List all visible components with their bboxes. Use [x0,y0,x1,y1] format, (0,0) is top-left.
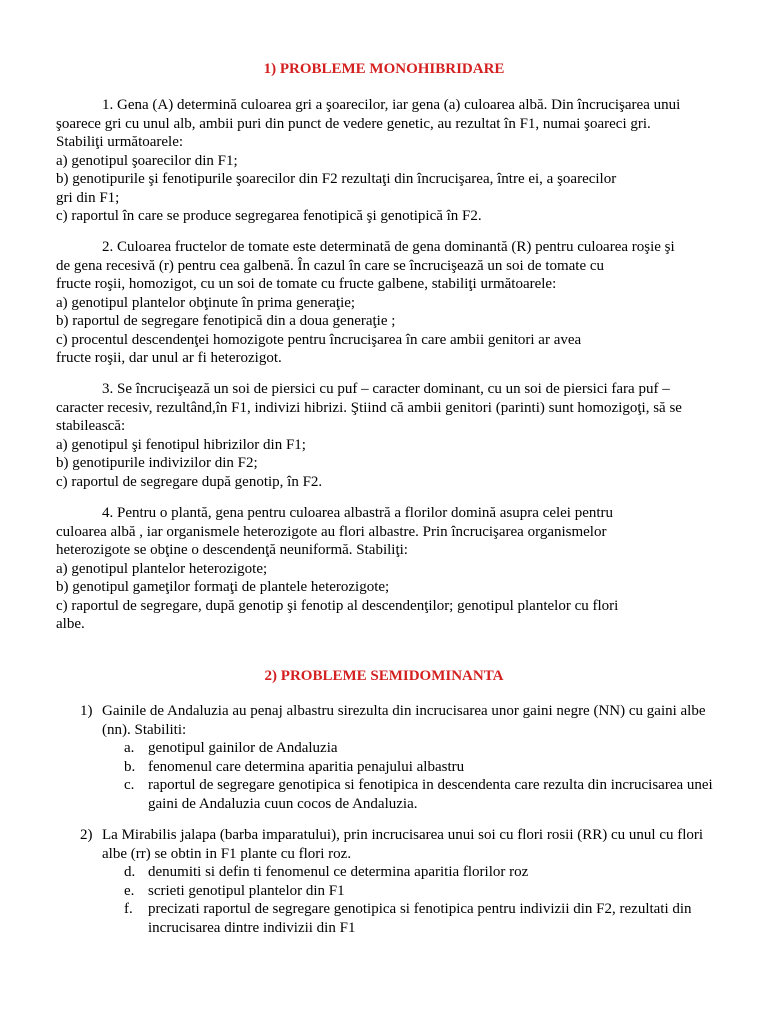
problem-4 [56,504,716,634]
item-1-line: Gainile de Andaluzia au penaj albastru sirezulta din incrucisarea unor gaini negre (NN) cu gaini albe [102,703,706,719]
problem-4-line: culoarea albă , iar organismele heterozigote au flori albastre. Prin încrucişarea organismelor [56,523,607,540]
problem-3-line: stabilească: [56,418,126,434]
problem-3-line: a) genotipul şi fenotipul hibrizilor din F1; [56,436,306,453]
sub-item-letter: a. [124,740,135,756]
problem-1-line: c) raportul în care se produce segregarea fenotipică şi genotipică în F2. [56,208,482,224]
problem-1-line: a) genotipul şoarecilor din F1; [56,152,238,169]
sub-item-text: gaini de Andaluzia cuun cocos de Andaluzia. [148,795,418,812]
item-2-line: La Mirabilis jalapa (barba imparatului), prin incrucisarea unui soi cu flori rosii (RR) cu unul cu flori [102,827,704,843]
sub-item-text: precizati raportul de segregare genotipica si fenotipica pentru indivizii din F2, rezultati din [148,901,692,917]
section-2-title: 2) PROBLEME SEMIDOMINANTA [264,668,504,684]
problem-3-line: b) genotipurile indivizilor din F2; [56,455,258,471]
item-2-line: albe (rr) se obtin in F1 plante cu flori roz. [102,845,352,862]
sub-item-letter: f. [124,901,133,917]
problem-1-line: gri din F1; [56,189,120,206]
sub-item-text: genotipul gainilor de Andaluzia [148,740,338,756]
section-1-title: 1) PROBLEME MONOHIBRIDARE [263,61,505,77]
problem-2-line: de gena recesivă (r) pentru cea galbenă. În cazul în care se încrucişează un soi de tomate cu [56,257,605,274]
problem-4-line: b) genotipul gameţilor formaţi de plantele heterozigote; [56,579,390,595]
item-1-body [80,702,720,813]
sub-item-a [102,739,720,758]
problem-4-line: 4. Pentru o plantă, gena pentru culoarea albastră a florilor domină asupra celei pentru [102,505,614,521]
problem-4-line: albe. [56,616,85,632]
problem-1 [56,96,716,226]
sub-item-d [102,863,720,882]
problem-2-line: c) procentul descendenţei homozigote pentru încrucişarea în care ambii genitori ar avea [56,331,582,348]
sub-item-letter: e. [124,882,135,899]
problem-1-line: 1. Gena (A) determină culoarea gri a şoarecilor, iar gena (a) culoarea albă. Din încrucişarea unui [102,97,681,113]
problem-2-line: fructe roşii, homozigot, cu un soi de tomate cu fructe galbene, stabiliţi următoarele: [56,276,557,292]
problem-4-line: heterozigote se obţine o descendenţă neuniformă. Stabiliţi: [56,542,408,558]
problem-2-line: 2. Culoarea fructelor de tomate este determinată de gena dominantă (R) pentru culoarea roşie şi [102,239,675,255]
problem-1-line: b) genotipurile şi fenotipurile şoarecilor din F2 rezultaţi din încrucişarea, între ei, a şoarecilor [56,171,617,187]
item-1-line: (nn). Stabiliti: [102,721,187,738]
sub-item-letter: c. [124,777,135,793]
sub-item-f [102,900,720,937]
problem-3 [56,380,716,491]
item-2-body [80,826,720,937]
semidominanta-item-1 [80,702,720,813]
problem-1-line: Stabiliţi următoarele: [56,134,184,150]
sub-item-b [102,758,720,777]
problem-3-line: c) raportul de segregare după genotip, în F2. [56,473,323,490]
problem-2-line: a) genotipul plantelor obţinute în prima generaţie; [56,294,356,311]
sub-item-e [102,882,720,901]
sub-item-text: denumiti si defin ti fenomenul ce determina aparitia florilor roz [148,864,529,880]
sub-item-text: fenomenul care determina aparitia penajului albastru [148,758,465,775]
sub-item-text: incrucisarea dintre indivizii din F1 [148,919,356,936]
sub-item-text: scrieti genotipul plantelor din F1 [148,882,345,899]
problem-2 [56,238,716,368]
problem-4-line: a) genotipul plantelor heterozigote; [56,560,268,577]
sub-item-c [102,776,720,813]
problem-4-line: c) raportul de segregare, după genotip şi fenotip al descendenţilor; genotipul plantelor cu flori [56,597,619,614]
problem-3-line: 3. Se încrucişează un soi de piersici cu puf – caracter dominant, cu un soi de piersici fara puf – [102,381,670,397]
semidominanta-item-2 [80,826,720,937]
item-number: 2) [80,827,93,843]
problem-2-line: b) raportul de segregare fenotipică din a doua generaţie ; [56,313,396,329]
problem-2-line: fructe roşii, dar unul ar fi heterozigot. [56,350,282,366]
sub-item-text: raportul de segregare genotipica si fenotipica in descendenta care rezulta din incrucisarea unei [148,777,713,793]
sub-item-letter: d. [124,864,136,880]
problem-3-line: caracter recesiv, rezultând,în F1, indivizi hibrizi. Ştiind că ambii genitori (parinti) sunt homozigoţi, să se [56,399,682,416]
problem-1-line: şoarece gri cu unul alb, ambii puri din punct de vedere genetic, au rezultat în F1, numai şoareci gri. [56,115,651,132]
sub-item-letter: b. [124,758,136,775]
item-number: 1) [80,703,93,719]
